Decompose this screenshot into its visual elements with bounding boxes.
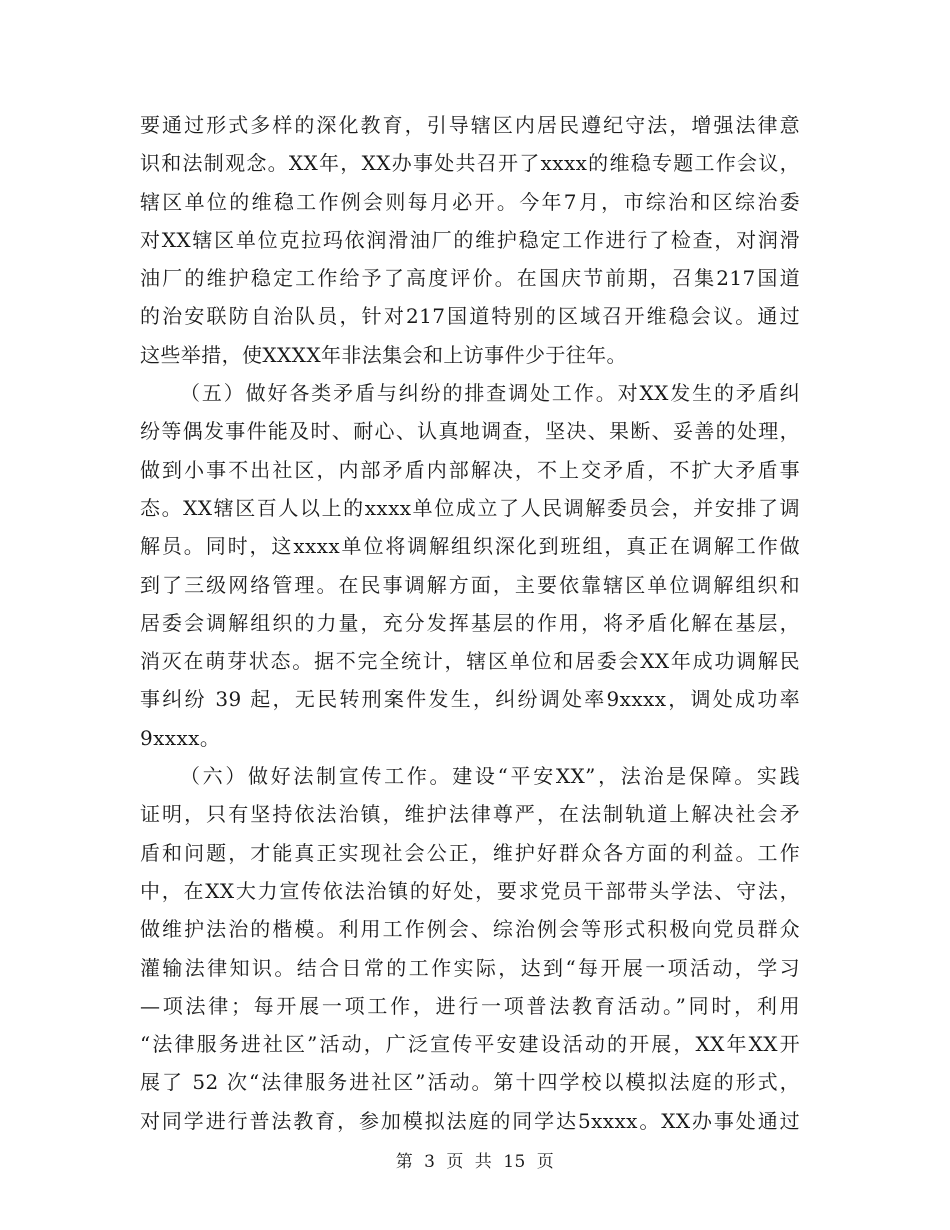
text-line: 的治安联防自治队员，针对217国道特别的区域召开维稳会议。通过 (140, 304, 800, 329)
page-footer: 第 3 页 共 15 页 (395, 1152, 555, 1172)
paragraph (140, 374, 800, 757)
text-line: 这些举措，使XXXX年非法集会和上访事件少于往年。 (140, 342, 627, 367)
text-line: 对同学进行普法教育，参加模拟法庭的同学达5xxxx。XX办事处通过 (140, 1108, 800, 1133)
body-text (140, 106, 800, 1140)
text-line: 事纠纷 39 起，无民转刑案件发生，纠纷调处率9xxxx，调处成功率 (140, 687, 800, 712)
text-line: 盾和问题，才能真正实现社会公正，维护好群众各方面的利益。工作 (140, 840, 800, 865)
text-line: 辖区单位的维稳工作例会则每月必开。今年7月，市综治和区综治委 (140, 189, 800, 214)
text-line: 态。XX辖区百人以上的xxxx单位成立了人民调解委员会，并安排了调 (140, 495, 800, 520)
text-line: 纷等偶发事件能及时、耐心、认真地调查，坚决、果断、妥善的处理， (140, 419, 800, 444)
text-line: 做维护法治的楷模。利用工作例会、综治例会等形式积极向党员群众 (140, 917, 800, 942)
text-line: （六）做好法制宣传工作。建设“平安XX”，法治是保障。实践 (180, 764, 800, 789)
paragraph (140, 757, 800, 1140)
text-line: 识和法制观念。XX年，XX办事处共召开了xxxx的维稳专题工作会议， (140, 151, 800, 176)
text-line: 做到小事不出社区，内部矛盾内部解决，不上交矛盾，不扩大矛盾事 (140, 457, 800, 482)
text-line: 中，在XX大力宣传依法治镇的好处，要求党员干部带头学法、守法， (140, 878, 800, 903)
text-line: 解员。同时，这xxxx单位将调解组织深化到班组，真正在调解工作做 (140, 534, 800, 559)
text-line: 证明，只有坚持依法治镇，维护法律尊严，在法制轨道上解决社会矛 (140, 802, 800, 827)
text-line: 对XX辖区单位克拉玛依润滑油厂的维护稳定工作进行了检查，对润滑 (140, 227, 800, 252)
text-line: 油厂的维护稳定工作给予了高度评价。在国庆节前期，召集217国道 (140, 266, 800, 291)
text-line: 展了 52 次“法律服务进社区”活动。第十四学校以模拟法庭的形式， (140, 1070, 800, 1095)
text-line: 消灭在萌芽状态。据不完全统计，辖区单位和居委会XX年成功调解民 (140, 649, 800, 674)
text-line: 灌输法律知识。结合日常的工作实际，达到“每开展一项活动，学习 (140, 955, 800, 980)
text-line: （五）做好各类矛盾与纠纷的排查调处工作。对XX发生的矛盾纠 (180, 381, 800, 406)
text-line: “法律服务进社区”活动，广泛宣传平安建设活动的开展，XX年XX开 (140, 1032, 800, 1057)
text-line: 9xxxx。 (140, 725, 221, 750)
paragraph (140, 106, 800, 374)
text-line: 居委会调解组织的力量，充分发挥基层的作用，将矛盾化解在基层， (140, 610, 800, 635)
text-line: 到了三级网络管理。在民事调解方面，主要依靠辖区单位调解组织和 (140, 572, 800, 597)
text-line: —项法律；每开展一项工作，进行一项普法教育活动。”同时，利用 (140, 993, 800, 1018)
text-line: 要通过形式多样的深化教育，引导辖区内居民遵纪守法，增强法律意 (140, 113, 800, 137)
